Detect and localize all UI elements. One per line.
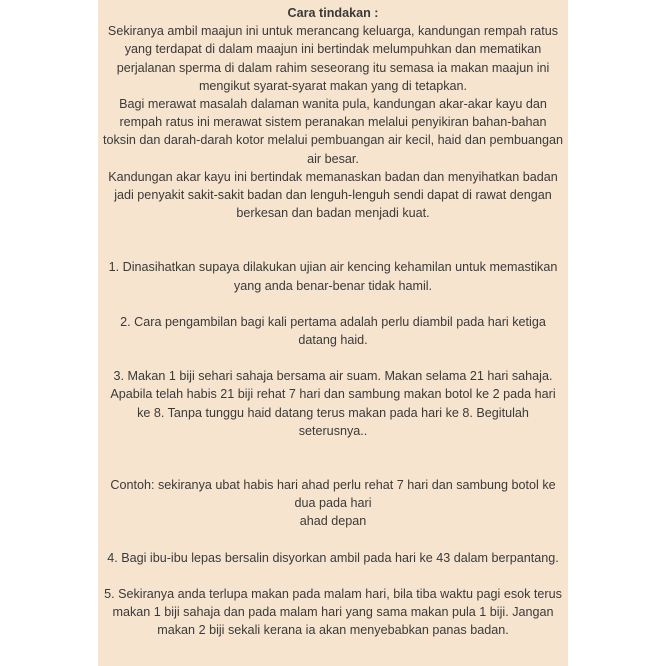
document-panel (98, 0, 568, 666)
step-1: 1. Dinasihatkan supaya dilakukan ujian air kencing kehamilan untuk memastikan yang anda benar-benar tidak hamil. (108, 260, 558, 293)
example-line-1: Contoh: sekiranya ubat habis hari ahad perlu rehat 7 hari dan sambung botol ke dua pada hari (110, 478, 556, 511)
intro-paragraph-women-health: Bagi merawat masalah dalaman wanita pula, kandungan akar-akar kayu dan rempah ratus ini merawat sistem peranakan melalui penyikiran bahan-bahan toksin dan darah-darah kotor melalui pembuangan air kecil, haid dan pembuangan air besar. (103, 97, 563, 166)
step-4: 4. Bagi ibu-ibu lepas bersalin disyorkan ambil pada hari ke 43 dalam berpantang. (107, 550, 559, 565)
spacer (98, 567, 568, 585)
step-5: 5. Sekiranya anda terlupa makan pada malam hari, bila tiba waktu pagi esok terus makan 1 biji sahaja dan pada malam hari yang sama makan pula 1 biji. Jangan makan 2 biji sekali kerana ia akan menyebabkan panas badan. (104, 586, 562, 638)
step-2: 2. Cara pengambilan bagi kali pertama adalah perlu diambil pada hari ketiga datang haid. (120, 314, 546, 348)
spacer (98, 349, 568, 367)
spacer (98, 440, 568, 476)
spacer (98, 295, 568, 313)
document-content (98, 4, 568, 639)
section-heading: Cara tindakan : (287, 6, 379, 20)
step-3: 3. Makan 1 biji sehari sahaja bersama air suam. Makan selama 21 hari sahaja. Apabila telah habis 21 biji rehat 7 hari dan sambung makan botol ke 2 pada hari ke 8. Tanpa tunggu haid datang terus makan pada hari ke 8. Begitulah seterusnya.. (110, 369, 556, 438)
spacer (98, 531, 568, 549)
intro-paragraph-contraception: Sekiranya ambil maajun ini untuk merancang keluarga, kandungan rempah ratus yang terdapat di dalam maajun ini bertindak melumpuhkan dan mematikan perjalanan sperma di dalam rahim seseorang itu semasa ia makan maajun ini mengikut syarat-syarat makan yang di tetapkan. (107, 24, 559, 93)
example-line-2: ahad depan (299, 514, 367, 529)
spacer (98, 222, 568, 258)
intro-paragraph-body-warming: Kandungan akar kayu ini bertindak memanaskan badan dan menyihatkan badan jadi penyakit sakit-sakit badan dan lenguh-lenguh sendi dapat di rawat dengan berkesan dan badan menjadi kuat. (108, 169, 558, 221)
